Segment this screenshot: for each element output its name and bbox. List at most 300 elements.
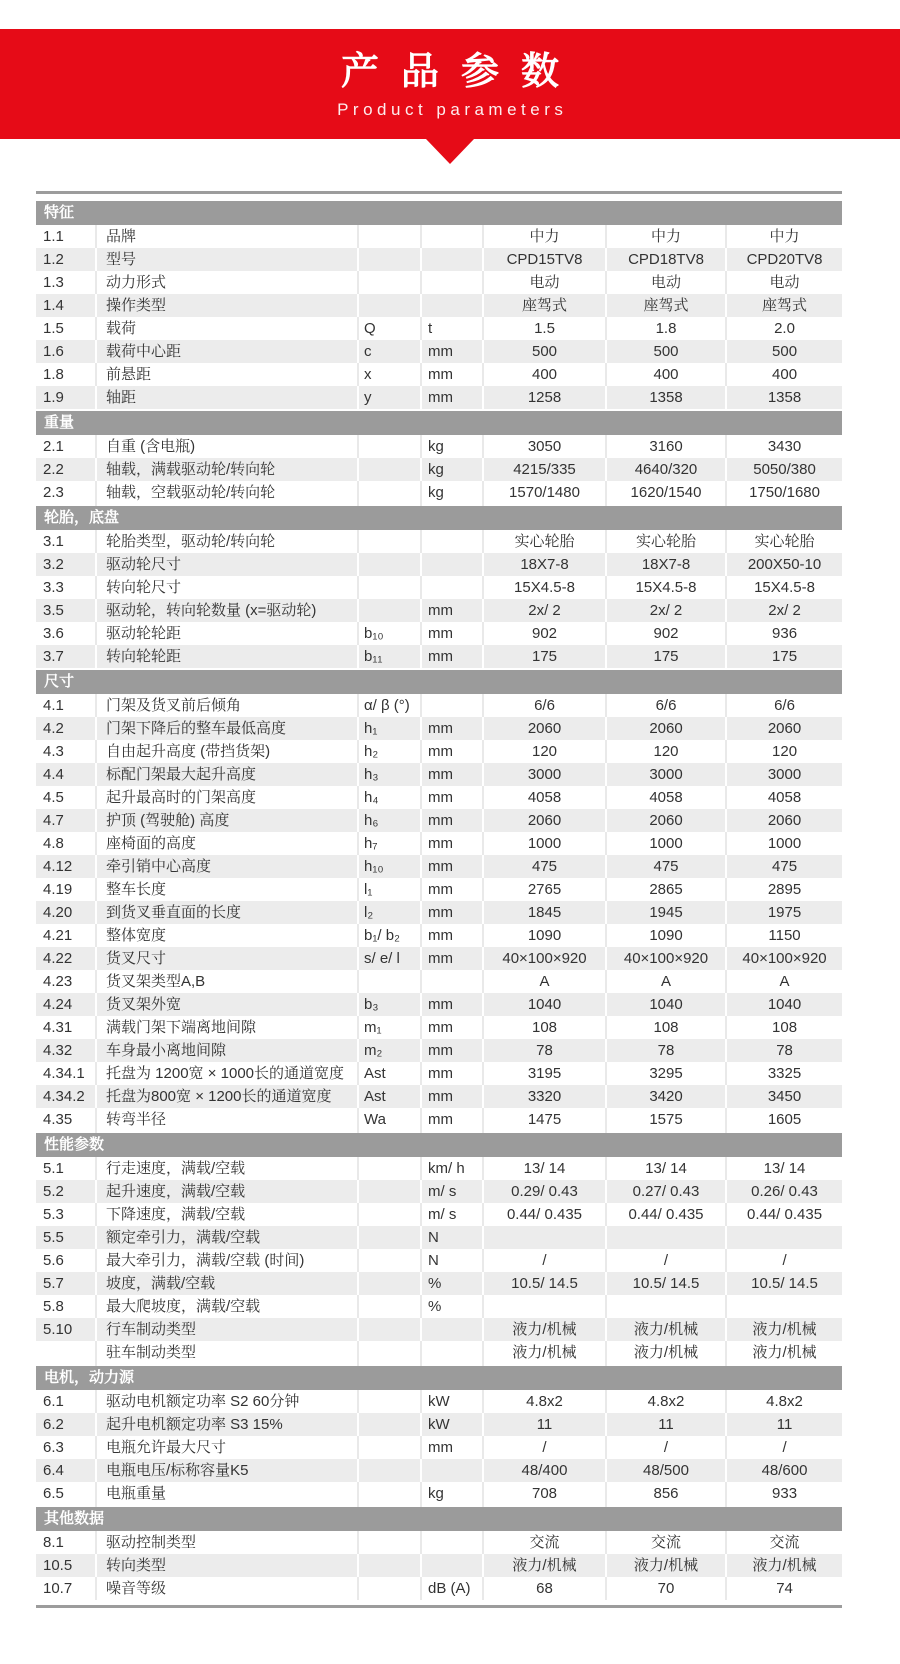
cell-value: 1475 bbox=[483, 1108, 606, 1132]
cell-description: 转向轮尺寸 bbox=[96, 576, 358, 599]
cell-value: 2895 bbox=[726, 878, 842, 901]
cell-value: 13/ 14 bbox=[483, 1157, 606, 1180]
cell-index: 1.3 bbox=[36, 271, 96, 294]
cell-symbol bbox=[358, 1180, 421, 1203]
cell-symbol: l₂ bbox=[358, 901, 421, 924]
cell-symbol: y bbox=[358, 386, 421, 410]
cell-description: 到货叉垂直面的长度 bbox=[96, 901, 358, 924]
cell-unit: mm bbox=[421, 599, 483, 622]
cell-unit bbox=[421, 1318, 483, 1341]
section-row bbox=[36, 1506, 842, 1531]
cell-value: 6/6 bbox=[726, 694, 842, 717]
cell-description: 转向类型 bbox=[96, 1554, 358, 1577]
cell-symbol bbox=[358, 1577, 421, 1600]
cell-value: 902 bbox=[606, 622, 726, 645]
cell-description: 下降速度，满载/空载 bbox=[96, 1203, 358, 1226]
cell-description: 额定牵引力，满载/空载 bbox=[96, 1226, 358, 1249]
cell-unit bbox=[421, 553, 483, 576]
cell-value: 1570/1480 bbox=[483, 481, 606, 505]
spec-row bbox=[36, 1341, 842, 1365]
cell-description: 座椅面的高度 bbox=[96, 832, 358, 855]
cell-description: 起升电机额定功率 S3 15% bbox=[96, 1413, 358, 1436]
cell-index: 4.20 bbox=[36, 901, 96, 924]
cell-description: 最大牵引力，满载/空载 (时间) bbox=[96, 1249, 358, 1272]
cell-value: 400 bbox=[483, 363, 606, 386]
cell-value: 1090 bbox=[483, 924, 606, 947]
cell-description: 动力形式 bbox=[96, 271, 358, 294]
cell-symbol: b₃ bbox=[358, 993, 421, 1016]
cell-symbol: h₇ bbox=[358, 832, 421, 855]
table-bottom-rule bbox=[36, 1605, 842, 1608]
cell-unit bbox=[421, 225, 483, 248]
cell-value: 2060 bbox=[606, 717, 726, 740]
cell-index: 2.3 bbox=[36, 481, 96, 505]
cell-symbol bbox=[358, 970, 421, 993]
cell-unit bbox=[421, 248, 483, 271]
cell-value: 2060 bbox=[483, 809, 606, 832]
cell-symbol bbox=[358, 481, 421, 505]
cell-value: 175 bbox=[483, 645, 606, 669]
cell-symbol: Ast bbox=[358, 1085, 421, 1108]
cell-value: 3320 bbox=[483, 1085, 606, 1108]
cell-unit: N bbox=[421, 1226, 483, 1249]
cell-index: 1.2 bbox=[36, 248, 96, 271]
cell-value: 3295 bbox=[606, 1062, 726, 1085]
cell-description: 托盘为800宽 × 1200长的通道宽度 bbox=[96, 1085, 358, 1108]
spec-row bbox=[36, 1039, 842, 1062]
cell-value: 液力/机械 bbox=[483, 1554, 606, 1577]
cell-unit: kW bbox=[421, 1413, 483, 1436]
cell-description: 整体宽度 bbox=[96, 924, 358, 947]
cell-index: 4.24 bbox=[36, 993, 96, 1016]
cell-index: 3.3 bbox=[36, 576, 96, 599]
cell-symbol bbox=[358, 530, 421, 553]
cell-value: 175 bbox=[606, 645, 726, 669]
cell-value: 40×100×920 bbox=[726, 947, 842, 970]
cell-value: CPD20TV8 bbox=[726, 248, 842, 271]
cell-description: 噪音等级 bbox=[96, 1577, 358, 1600]
cell-unit bbox=[421, 1531, 483, 1554]
cell-value: 4.8x2 bbox=[726, 1390, 842, 1413]
cell-value: 液力/机械 bbox=[726, 1318, 842, 1341]
spec-row bbox=[36, 832, 842, 855]
cell-value: 120 bbox=[483, 740, 606, 763]
cell-index: 4.7 bbox=[36, 809, 96, 832]
cell-unit bbox=[421, 271, 483, 294]
cell-value: / bbox=[483, 1249, 606, 1272]
cell-value: 10.5/ 14.5 bbox=[483, 1272, 606, 1295]
cell-value: 5050/380 bbox=[726, 458, 842, 481]
cell-value: 2x/ 2 bbox=[483, 599, 606, 622]
cell-symbol bbox=[358, 553, 421, 576]
cell-value: 11 bbox=[726, 1413, 842, 1436]
cell-description: 行走速度，满载/空载 bbox=[96, 1157, 358, 1180]
spec-row bbox=[36, 1295, 842, 1318]
spec-row bbox=[36, 763, 842, 786]
cell-value: 902 bbox=[483, 622, 606, 645]
cell-value: 1975 bbox=[726, 901, 842, 924]
cell-symbol bbox=[358, 1554, 421, 1577]
cell-symbol bbox=[358, 225, 421, 248]
spec-table bbox=[36, 199, 842, 1600]
cell-description: 驱动轮尺寸 bbox=[96, 553, 358, 576]
cell-value: 48/400 bbox=[483, 1459, 606, 1482]
cell-value bbox=[726, 1295, 842, 1318]
section-header: 电机，动力源 bbox=[36, 1365, 842, 1390]
cell-value bbox=[483, 1226, 606, 1249]
cell-value: 1000 bbox=[726, 832, 842, 855]
cell-value: 1000 bbox=[606, 832, 726, 855]
cell-index: 4.8 bbox=[36, 832, 96, 855]
cell-symbol bbox=[358, 1459, 421, 1482]
cell-index: 2.1 bbox=[36, 435, 96, 458]
cell-description: 标配门架最大起升高度 bbox=[96, 763, 358, 786]
cell-unit bbox=[421, 694, 483, 717]
cell-unit: mm bbox=[421, 878, 483, 901]
cell-unit: kg bbox=[421, 458, 483, 481]
cell-symbol bbox=[358, 1341, 421, 1365]
cell-description: 轴载，空载驱动轮/转向轮 bbox=[96, 481, 358, 505]
cell-value: 40×100×920 bbox=[606, 947, 726, 970]
cell-symbol: Q bbox=[358, 317, 421, 340]
cell-index: 6.1 bbox=[36, 1390, 96, 1413]
cell-value: 1040 bbox=[606, 993, 726, 1016]
cell-value: 936 bbox=[726, 622, 842, 645]
cell-unit: mm bbox=[421, 855, 483, 878]
cell-value: 座驾式 bbox=[483, 294, 606, 317]
cell-value: CPD18TV8 bbox=[606, 248, 726, 271]
cell-unit bbox=[421, 1341, 483, 1365]
cell-unit bbox=[421, 970, 483, 993]
section-header: 其他数据 bbox=[36, 1506, 842, 1531]
cell-value: 15X4.5-8 bbox=[606, 576, 726, 599]
cell-description: 转向轮轮距 bbox=[96, 645, 358, 669]
cell-value: 475 bbox=[606, 855, 726, 878]
cell-value: 交流 bbox=[726, 1531, 842, 1554]
cell-value: 实心轮胎 bbox=[726, 530, 842, 553]
cell-description: 驱动控制类型 bbox=[96, 1531, 358, 1554]
cell-unit: mm bbox=[421, 993, 483, 1016]
cell-symbol bbox=[358, 1436, 421, 1459]
cell-description: 整车长度 bbox=[96, 878, 358, 901]
section-header: 性能参数 bbox=[36, 1132, 842, 1157]
cell-value bbox=[726, 1226, 842, 1249]
cell-symbol bbox=[358, 248, 421, 271]
section-row bbox=[36, 669, 842, 694]
section-row bbox=[36, 505, 842, 530]
cell-value: 68 bbox=[483, 1577, 606, 1600]
spec-row bbox=[36, 1436, 842, 1459]
cell-value: 3195 bbox=[483, 1062, 606, 1085]
cell-description: 护顶 (驾驶舱) 高度 bbox=[96, 809, 358, 832]
cell-index: 5.5 bbox=[36, 1226, 96, 1249]
cell-value: 实心轮胎 bbox=[483, 530, 606, 553]
cell-description: 坡度，满载/空载 bbox=[96, 1272, 358, 1295]
cell-unit: dB (A) bbox=[421, 1577, 483, 1600]
table-top-rule bbox=[36, 191, 842, 194]
cell-value: 电动 bbox=[726, 271, 842, 294]
spec-row bbox=[36, 1016, 842, 1039]
cell-value: 1575 bbox=[606, 1108, 726, 1132]
cell-symbol bbox=[358, 1295, 421, 1318]
cell-index: 4.32 bbox=[36, 1039, 96, 1062]
spec-row bbox=[36, 717, 842, 740]
cell-index: 3.7 bbox=[36, 645, 96, 669]
cell-unit: mm bbox=[421, 363, 483, 386]
cell-index: 3.1 bbox=[36, 530, 96, 553]
cell-unit bbox=[421, 1554, 483, 1577]
spec-row bbox=[36, 993, 842, 1016]
cell-value: 108 bbox=[483, 1016, 606, 1039]
spec-row bbox=[36, 340, 842, 363]
cell-description: 起升最高时的门架高度 bbox=[96, 786, 358, 809]
cell-index: 10.5 bbox=[36, 1554, 96, 1577]
cell-value: 933 bbox=[726, 1482, 842, 1506]
cell-symbol bbox=[358, 1203, 421, 1226]
cell-value: 1358 bbox=[726, 386, 842, 410]
cell-index: 8.1 bbox=[36, 1531, 96, 1554]
cell-value bbox=[606, 1226, 726, 1249]
cell-index: 1.5 bbox=[36, 317, 96, 340]
cell-value: 液力/机械 bbox=[483, 1341, 606, 1365]
cell-value: 6/6 bbox=[483, 694, 606, 717]
cell-value: 3000 bbox=[483, 763, 606, 786]
cell-value: 2060 bbox=[726, 809, 842, 832]
cell-value: 2060 bbox=[483, 717, 606, 740]
cell-index: 4.12 bbox=[36, 855, 96, 878]
cell-index: 4.2 bbox=[36, 717, 96, 740]
cell-value: 1000 bbox=[483, 832, 606, 855]
cell-unit: kg bbox=[421, 481, 483, 505]
cell-symbol bbox=[358, 1531, 421, 1554]
cell-value: 1150 bbox=[726, 924, 842, 947]
cell-unit bbox=[421, 576, 483, 599]
cell-value: 1845 bbox=[483, 901, 606, 924]
cell-symbol: m₁ bbox=[358, 1016, 421, 1039]
cell-symbol: b₁₀ bbox=[358, 622, 421, 645]
cell-value: 2060 bbox=[726, 717, 842, 740]
cell-value: 4.8x2 bbox=[606, 1390, 726, 1413]
cell-unit: t bbox=[421, 317, 483, 340]
cell-value: 48/600 bbox=[726, 1459, 842, 1482]
cell-value: 108 bbox=[606, 1016, 726, 1039]
cell-description: 轴距 bbox=[96, 386, 358, 410]
cell-description: 最大爬坡度，满载/空载 bbox=[96, 1295, 358, 1318]
cell-value: 液力/机械 bbox=[726, 1341, 842, 1365]
cell-description: 转弯半径 bbox=[96, 1108, 358, 1132]
cell-symbol: b₁₁ bbox=[358, 645, 421, 669]
cell-unit bbox=[421, 530, 483, 553]
cell-description: 电瓶允许最大尺寸 bbox=[96, 1436, 358, 1459]
cell-symbol bbox=[358, 1413, 421, 1436]
cell-value: 3160 bbox=[606, 435, 726, 458]
spec-row bbox=[36, 225, 842, 248]
cell-index: 4.19 bbox=[36, 878, 96, 901]
cell-value: 200X50-10 bbox=[726, 553, 842, 576]
cell-symbol: x bbox=[358, 363, 421, 386]
cell-unit: mm bbox=[421, 740, 483, 763]
cell-value: 1.5 bbox=[483, 317, 606, 340]
cell-unit: kg bbox=[421, 1482, 483, 1506]
cell-unit: mm bbox=[421, 622, 483, 645]
cell-description: 自由起升高度 (带挡货架) bbox=[96, 740, 358, 763]
cell-symbol: h₃ bbox=[358, 763, 421, 786]
cell-value: 4058 bbox=[606, 786, 726, 809]
cell-description: 品牌 bbox=[96, 225, 358, 248]
cell-index: 1.8 bbox=[36, 363, 96, 386]
spec-row bbox=[36, 363, 842, 386]
cell-value: 2060 bbox=[606, 809, 726, 832]
cell-value: 500 bbox=[606, 340, 726, 363]
cell-description: 驱动电机额定功率 S2 60分钟 bbox=[96, 1390, 358, 1413]
section-row bbox=[36, 200, 842, 225]
cell-description: 驻车制动类型 bbox=[96, 1341, 358, 1365]
cell-index: 4.4 bbox=[36, 763, 96, 786]
cell-index: 4.35 bbox=[36, 1108, 96, 1132]
cell-unit: mm bbox=[421, 832, 483, 855]
cell-value: 120 bbox=[726, 740, 842, 763]
section-header: 重量 bbox=[36, 410, 842, 435]
cell-value: / bbox=[606, 1249, 726, 1272]
cell-symbol: Wa bbox=[358, 1108, 421, 1132]
cell-value: 1750/1680 bbox=[726, 481, 842, 505]
cell-unit: m/ s bbox=[421, 1203, 483, 1226]
cell-unit: mm bbox=[421, 1016, 483, 1039]
cell-index: 6.2 bbox=[36, 1413, 96, 1436]
cell-index: 5.10 bbox=[36, 1318, 96, 1341]
spec-row bbox=[36, 1531, 842, 1554]
cell-value: 交流 bbox=[606, 1531, 726, 1554]
spec-row bbox=[36, 622, 842, 645]
cell-index: 1.1 bbox=[36, 225, 96, 248]
section-header: 轮胎，底盘 bbox=[36, 505, 842, 530]
cell-index: 1.9 bbox=[36, 386, 96, 410]
cell-symbol bbox=[358, 576, 421, 599]
cell-value: 2x/ 2 bbox=[726, 599, 842, 622]
cell-value: 液力/机械 bbox=[726, 1554, 842, 1577]
cell-value bbox=[483, 1295, 606, 1318]
cell-unit: mm bbox=[421, 809, 483, 832]
cell-value: 3420 bbox=[606, 1085, 726, 1108]
spec-table-body bbox=[36, 200, 842, 1600]
cell-value: 15X4.5-8 bbox=[726, 576, 842, 599]
cell-value: 0.44/ 0.435 bbox=[726, 1203, 842, 1226]
cell-symbol: m₂ bbox=[358, 1039, 421, 1062]
cell-value: 中力 bbox=[606, 225, 726, 248]
cell-index: 2.2 bbox=[36, 458, 96, 481]
cell-value: 1605 bbox=[726, 1108, 842, 1132]
spec-row bbox=[36, 645, 842, 669]
cell-index: 4.1 bbox=[36, 694, 96, 717]
cell-value: 3050 bbox=[483, 435, 606, 458]
spec-row bbox=[36, 1318, 842, 1341]
cell-symbol: s/ e/ l bbox=[358, 947, 421, 970]
cell-unit bbox=[421, 1459, 483, 1482]
spec-table-wrap bbox=[36, 191, 842, 1608]
cell-value: / bbox=[606, 1436, 726, 1459]
cell-index: 5.8 bbox=[36, 1295, 96, 1318]
cell-description: 载荷中心距 bbox=[96, 340, 358, 363]
cell-value: 6/6 bbox=[606, 694, 726, 717]
cell-symbol: h₄ bbox=[358, 786, 421, 809]
cell-value: 1358 bbox=[606, 386, 726, 410]
cell-description: 自重 (含电瓶) bbox=[96, 435, 358, 458]
cell-value: 108 bbox=[726, 1016, 842, 1039]
cell-value: 座驾式 bbox=[606, 294, 726, 317]
cell-value: 实心轮胎 bbox=[606, 530, 726, 553]
cell-value: 3430 bbox=[726, 435, 842, 458]
cell-description: 驱动轮轮距 bbox=[96, 622, 358, 645]
spec-row bbox=[36, 1249, 842, 1272]
cell-index bbox=[36, 1341, 96, 1365]
cell-value: 4.8x2 bbox=[483, 1390, 606, 1413]
spec-row bbox=[36, 435, 842, 458]
cell-unit: kW bbox=[421, 1390, 483, 1413]
cell-value: 78 bbox=[606, 1039, 726, 1062]
cell-symbol: h₁₀ bbox=[358, 855, 421, 878]
cell-value: 0.26/ 0.43 bbox=[726, 1180, 842, 1203]
spec-row bbox=[36, 1226, 842, 1249]
cell-value: 11 bbox=[483, 1413, 606, 1436]
cell-value: 液力/机械 bbox=[606, 1341, 726, 1365]
cell-symbol: c bbox=[358, 340, 421, 363]
cell-symbol bbox=[358, 1482, 421, 1506]
cell-description: 货叉尺寸 bbox=[96, 947, 358, 970]
cell-value: 交流 bbox=[483, 1531, 606, 1554]
cell-value: 2865 bbox=[606, 878, 726, 901]
spec-row bbox=[36, 386, 842, 410]
cell-value: 13/ 14 bbox=[726, 1157, 842, 1180]
cell-value: 电动 bbox=[483, 271, 606, 294]
spec-row bbox=[36, 1554, 842, 1577]
cell-value: 11 bbox=[606, 1413, 726, 1436]
cell-symbol: h₂ bbox=[358, 740, 421, 763]
cell-value: 708 bbox=[483, 1482, 606, 1506]
cell-symbol bbox=[358, 294, 421, 317]
spec-row bbox=[36, 599, 842, 622]
cell-symbol: h₆ bbox=[358, 809, 421, 832]
spec-row bbox=[36, 1577, 842, 1600]
cell-value: 2765 bbox=[483, 878, 606, 901]
spec-row bbox=[36, 1085, 842, 1108]
cell-symbol bbox=[358, 1226, 421, 1249]
cell-symbol bbox=[358, 435, 421, 458]
cell-unit: mm bbox=[421, 1085, 483, 1108]
cell-description: 电瓶电压/标称容量K5 bbox=[96, 1459, 358, 1482]
cell-value: 0.27/ 0.43 bbox=[606, 1180, 726, 1203]
cell-value: 2.0 bbox=[726, 317, 842, 340]
cell-index: 10.7 bbox=[36, 1577, 96, 1600]
cell-unit: N bbox=[421, 1249, 483, 1272]
cell-unit: mm bbox=[421, 924, 483, 947]
cell-description: 轮胎类型，驱动轮/转向轮 bbox=[96, 530, 358, 553]
cell-symbol bbox=[358, 271, 421, 294]
cell-value: 40×100×920 bbox=[483, 947, 606, 970]
cell-value: 70 bbox=[606, 1577, 726, 1600]
cell-value: 1945 bbox=[606, 901, 726, 924]
cell-unit: mm bbox=[421, 1039, 483, 1062]
cell-description: 前悬距 bbox=[96, 363, 358, 386]
spec-row bbox=[36, 1272, 842, 1295]
cell-index: 5.7 bbox=[36, 1272, 96, 1295]
spec-row bbox=[36, 786, 842, 809]
cell-symbol bbox=[358, 1318, 421, 1341]
spec-row bbox=[36, 947, 842, 970]
cell-value: 1040 bbox=[483, 993, 606, 1016]
cell-index: 4.5 bbox=[36, 786, 96, 809]
cell-value: 0.29/ 0.43 bbox=[483, 1180, 606, 1203]
cell-unit: mm bbox=[421, 763, 483, 786]
